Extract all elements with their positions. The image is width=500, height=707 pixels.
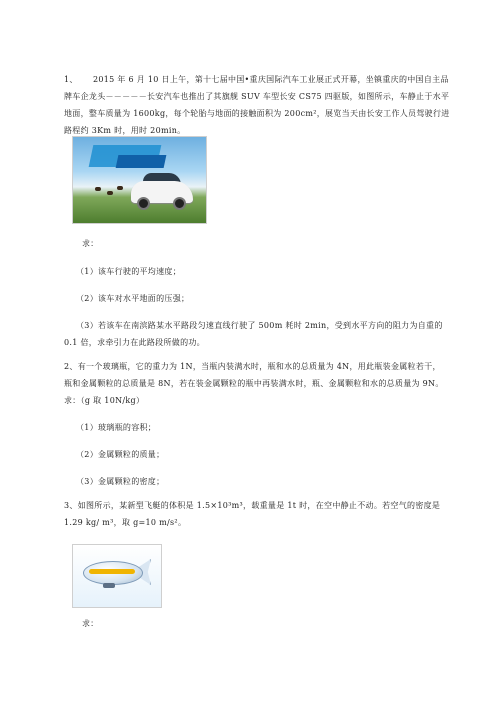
q2-text-line1: 2、有一个玻璃瓶，它的重力为 1N，当瓶内装满水时，瓶和水的总质量为 4N，用此瓶装金属粒若干， xyxy=(64,362,441,371)
horse-silhouette xyxy=(117,186,123,190)
car-photo xyxy=(72,136,207,224)
airship-gondola xyxy=(103,583,115,588)
q3-text-line2: 1.29 kg/ m³，取 g=10 m/s²。 xyxy=(64,518,187,527)
airship-stripe xyxy=(89,569,135,574)
airship-photo xyxy=(72,544,162,608)
q1-sub3-line2: 0.1 倍，求牵引力在此路段所做的功。 xyxy=(64,338,205,347)
q1-ask: 求： xyxy=(82,239,99,248)
horse-silhouette xyxy=(95,187,101,191)
car-wheel xyxy=(137,197,150,210)
q1-text-line2: 牌车企龙头－－－－－长安汽车也推出了其旗舰 SUV 车型长安 CS75 四驱版，如图所示，车静止于水平 xyxy=(64,92,450,101)
q1-number: 1、 xyxy=(64,75,78,84)
q2-sub1: （1）玻璃瓶的容积； xyxy=(76,423,157,432)
car-ad-banner-secondary xyxy=(116,155,167,168)
q1-sub3-line1: （3）若该车在南滨路某水平路段匀速直线行驶了 500m 耗时 2min，受到水平方向的阻力为自重的 xyxy=(76,321,443,330)
q1-text-line3: 地面，整车质量为 1600kg，每个轮胎与地面的接触面积为 200cm²，展览当天由长安工作人员驾驶行进 xyxy=(64,109,450,118)
q1-sub2: （2）该车对水平地面的压强； xyxy=(76,294,190,303)
q2-text-line3: 求：（g 取 10N/kg） xyxy=(64,396,145,405)
car-wheel xyxy=(173,197,186,210)
q3-ask: 求： xyxy=(82,619,99,628)
q1-sub1: （1）该车行驶的平均速度； xyxy=(76,267,181,276)
q1-text-line4: 路程约 3Km 时，用时 20min。 xyxy=(64,126,186,135)
q2-text-line2: 瓶和金属颗粒的总质量是 8N，若在装金属颗粒的瓶中再装满水时，瓶、金属颗粒和水的总质量为 9N。 xyxy=(64,379,444,388)
q2-sub2: （2）金属颗粒的质量； xyxy=(76,450,165,459)
q2-sub3: （3）金属颗粒的密度； xyxy=(76,477,165,486)
q3-text-line1: 3、如图所示，某新型飞艇的体积是 1.5×10³m³，载重量是 1t 时，在空中静止不动。若空气的密度是 xyxy=(64,501,441,510)
q1-text-line1: 2015 年 6 月 10 日上午，第十七届中国•重庆国际汽车工业展正式开幕，坐镇重庆的中国自主品 xyxy=(93,75,449,84)
horse-silhouette xyxy=(107,191,113,195)
